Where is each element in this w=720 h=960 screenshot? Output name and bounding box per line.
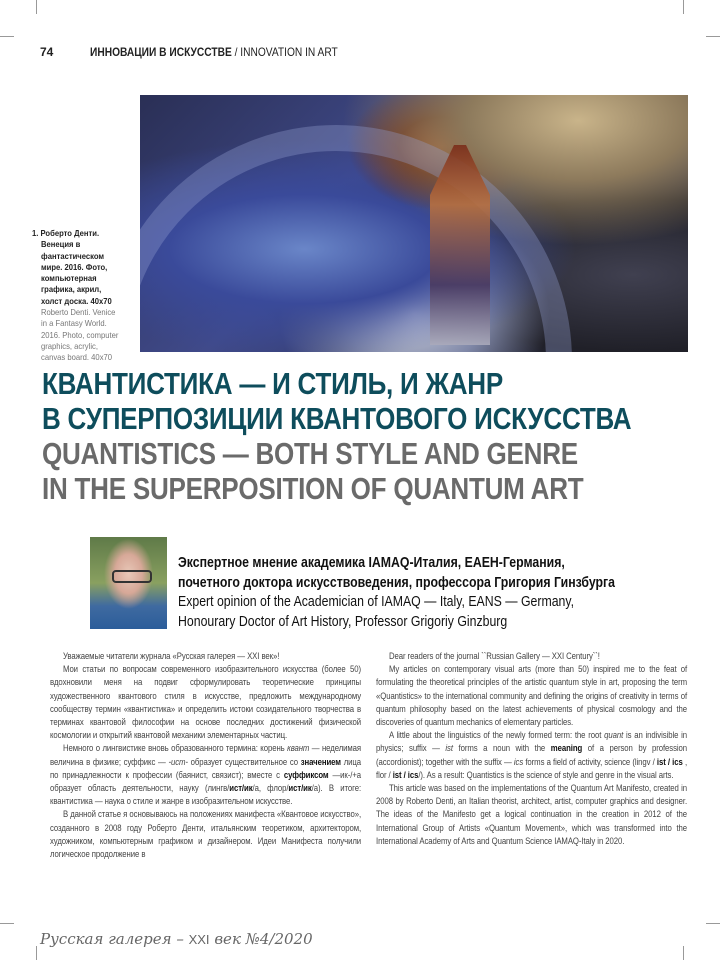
footer-journal-name: Русская галерея –	[40, 930, 189, 948]
bold-run: значением	[300, 756, 341, 768]
portrait-glasses-shape	[112, 570, 152, 583]
byline-en-line2: Honourary Doctor of Art History, Professor Grigoriy Ginzburg	[178, 612, 508, 630]
paragraph: My articles on contemporary visual arts (more than 50) inspired me to the feat of formulating the theoretical principles of the artistic quantum style in art, proposing the term «Quantistics» to the international community and defining the origins of creativity in terms of quantum philosophy based on the latest achievements of physical cosmology and the discoveries of quantum mechanics of elementary particles.	[376, 664, 688, 729]
text-run: /а, флор/	[252, 783, 289, 795]
text-run: —ик-/+а образует область деятельности, науку (лингв/	[50, 769, 362, 795]
journal-footer	[40, 930, 313, 949]
text-run: of a person by profession (accordionist); together with the suffix —	[376, 743, 688, 768]
bold-run: суффиксом	[283, 769, 329, 781]
text-run: /). As a result: Quantistics is the science of style and genre in the visual arts.	[418, 769, 674, 781]
title-ru-line1: КВАНТИСТИКА — И СТИЛЬ, И ЖАНР	[42, 366, 503, 401]
text-run: is an indivisible in physics; suffix —	[376, 730, 688, 755]
paragraph: Уважаемые читатели журнала «Русская галерея — XXI век»!	[62, 651, 280, 662]
crop-mark	[0, 923, 14, 924]
paragraph	[376, 729, 687, 782]
text-run: A little about the linguistics of the newly formed term: the root	[388, 730, 605, 742]
crop-mark	[36, 0, 37, 14]
page-number: 74	[40, 45, 54, 59]
italic-run: ist	[445, 743, 453, 755]
crop-mark	[0, 36, 14, 37]
italic-run: квант	[287, 743, 310, 755]
section-title-en: INNOVATION IN ART	[240, 45, 338, 59]
italic-run: quant	[604, 730, 624, 742]
footer-century: XXI	[188, 932, 210, 947]
crop-mark	[683, 0, 684, 14]
title-en-line1: QUANTISTICS — BOTH STYLE AND GENRE	[42, 436, 578, 471]
title-en-line2: IN THE SUPERPOSITION OF QUANTUM ART	[42, 471, 584, 506]
italic-run: -ист-	[168, 756, 188, 768]
text-run: Немного о лингвистике вновь образованного термина: корень	[62, 743, 288, 755]
title-ru-line2: В СУПЕРПОЗИЦИИ КВАНТОВОГО ИСКУССТВА	[42, 401, 632, 436]
caption-ru: 1. Роберто Денти. Венеция в фантастическом мире. 2016. Фото, компьютерная графика, акрил, холст доска. 40x70	[32, 228, 112, 306]
italic-run: ics	[513, 756, 524, 768]
article-title	[42, 366, 631, 506]
caption-en: Roberto Denti. Venice in a Fantasy World. 2016. Photo, computer graphics, acrylic, canvas board. 40x70	[41, 307, 119, 363]
text-run: образует существительное со	[187, 756, 301, 768]
text-run: /а). В итоге: квантистика — наука о стиле и жанре в изобразительном искусстве.	[50, 783, 362, 808]
crop-mark	[706, 36, 720, 37]
body-column-ru	[50, 650, 361, 861]
bold-run: ист/ик	[229, 783, 253, 795]
byline-en-line1: Expert opinion of the Academician of IAMAQ — Italy, EANS — Germany,	[178, 593, 575, 610]
author-byline	[178, 553, 615, 631]
artwork-arch-shape	[140, 125, 572, 352]
crop-mark	[36, 946, 37, 960]
section-separator: /	[231, 45, 241, 59]
section-title	[90, 45, 338, 59]
figure-caption	[32, 228, 122, 364]
text-run: forms a noun with the	[452, 743, 551, 755]
crop-mark	[706, 923, 720, 924]
footer-issue: век №4/2020	[209, 930, 313, 948]
section-title-ru: ИННОВАЦИИ В ИСКУССТВЕ	[90, 45, 232, 59]
author-portrait	[90, 537, 167, 629]
bold-run: ist / ics	[656, 756, 683, 768]
byline-ru-line1: Экспертное мнение академика IAMAQ-Италия, ЕАЕН-Германия,	[178, 554, 565, 571]
artwork-image	[140, 95, 688, 352]
paragraph: Dear readers of the journal ``Russian Gallery — XXI Century``!	[388, 651, 600, 662]
byline-ru-line2: почетного доктора искусствоведения, профессора Григория Гинзбурга	[178, 573, 616, 591]
bold-run: ист/ик	[288, 783, 312, 795]
text-run: , flor /	[376, 756, 688, 781]
crop-mark	[683, 946, 684, 960]
paragraph: Мои статьи по вопросам современного изобразительного искусства (более 50) вдохновили меня на подвиг сформулировать теоретические принципы художественного квантового стиля в искусстве, предложить международному сообществу термин «квантистика» и определить истоки созидательного творчества в терминах квантовой философии на основе последних достижений физической космологии и открытий квантовой механики элементарных частиц.	[50, 664, 362, 742]
text-run: forms a field of activity, science (lingv /	[523, 756, 657, 768]
paragraph: В данной статье я основываюсь на положениях манифеста «Квантовое искусство», созданного в 2008 году Роберто Денти, итальянским теоретиком, архитектором, художником, компьютерным графиком и дизайнером. Идеи Манифеста получили логическое продолжение в	[50, 809, 362, 861]
body-column-en	[376, 650, 687, 848]
paragraph	[50, 742, 361, 808]
paragraph: This article was based on the implementations of the Quantum Art Manifesto, created in 2008 by Roberto Denti, an Italian theorist, architect, artist, computer graphics and designer. The ideas of the Manifesto get a logical continuation in the creation in 2012 of the International Group of Artists «Quantum Movement», which was transformed into the International Academy of Arts and Quantum Science IAMAQ-Italy in 2020.	[376, 783, 688, 847]
text-run: лица по принадлежности к профессии (баянист, связист); вместе с	[50, 756, 362, 781]
bold-run: meaning	[550, 743, 583, 755]
bold-run: ist / ics	[392, 769, 419, 781]
text-run: — неделимая величина в физике; суффикс —	[50, 743, 362, 768]
